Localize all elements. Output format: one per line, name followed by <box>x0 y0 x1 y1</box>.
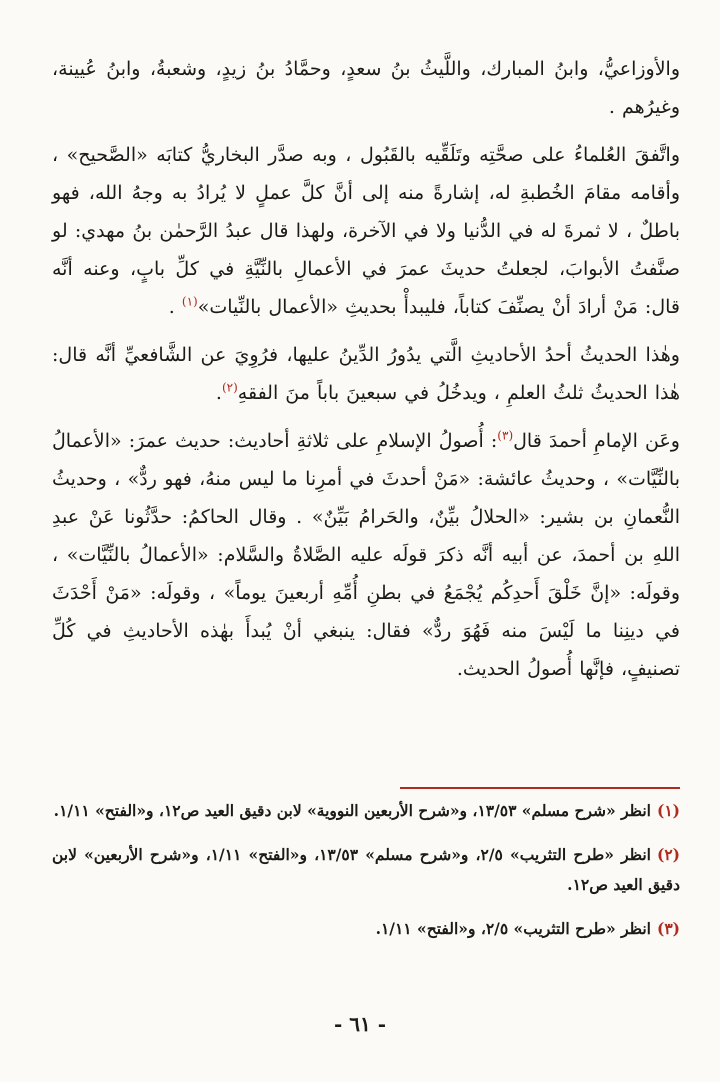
footnote-1-text: انظر «شرح مسلم» ١٣/٥٣، و«شرح الأربعين النووية» لابن دقيق العيد ص١٢، و«الفتح» ١/١١. <box>53 801 651 820</box>
footnote-3-number: (٣) <box>656 919 680 938</box>
paragraph-1-text: والأوزاعيُّ، وابنُ المبارك، واللَّيثُ بنُ سعدٍ، وحمَّادُ بنُ زيدٍ، وشعبةُ، وابنُ عُيينة، وغيرُهم . <box>52 58 680 118</box>
paragraph-2-text: واتَّفقَ العُلماءُ على صحَّتِه وتَلَقِّيه بالقَبُول ، وبه صدَّر البخاريُّ كتابَه «الصَّحيح» ، وأقامه مقامَ الخُطبةِ له، إشارةً منه إلى أنَّ كلَّ عملٍ لا يُرادُ به وجهُ الله، فهو باطلٌ ، لا ثمرةَ له في الدُّنيا ولا في الآخرة، ولهذا قال عبدُ الرَّحمٰن بنُ مهدي: لو صنَّفتُ الأبوابَ، لجعلتُ حديثَ عمرَ في الأعمالِ بالنِّيَّةِ في كلِّ بابٍ، وعنه أنَّه قال: مَنْ أرادَ أنْ يصنِّفَ كتاباً، فليبدأْ بحديثِ «الأعمال بالنِّيات» <box>52 144 680 318</box>
footnotes <box>52 796 680 958</box>
paragraph-2-tail: . <box>168 296 182 318</box>
paragraph-3 <box>52 336 680 412</box>
paragraph-3-tail: . <box>215 382 222 404</box>
paragraph-3-text: وهٰذا الحديثُ أحدُ الأحاديثِ الَّتي يدُورُ الدِّينُ عليها، فرُوِيَ عن الشَّافعيِّ أنَّه قال: هٰذا الحديثُ ثلثُ العلمِ ، ويدخُلُ في سبعينَ باباً منَ الفقهِ <box>52 344 680 404</box>
paragraph-2 <box>52 136 680 326</box>
paragraph-4 <box>52 422 680 688</box>
footnote-1-number: (١) <box>656 801 680 820</box>
paragraph-4-text-b: : أُصولُ الإسلامِ على ثلاثةِ أحاديث: حديث عمرَ: «الأعمالُ بالنِّيَّات» ، وحديثُ عائشة: «مَنْ أحدثَ في أمرِنا ما ليس منهُ، فهو ردٌّ» ، وحديثُ النُّعمانِ بن بشير: «الحلالُ بيِّنٌ، والحَرامُ بَيِّنٌ» . وقال الحاكمُ: حدَّثُونا عَنْ عبدِ اللهِ بن أحمدَ، عن أبيه أنَّه ذكرَ قولَه عليه الصَّلاةُ والسَّلام: «الأعمالُ بالنِّيَّات» ، وقولَه: «إنَّ خَلْقَ أَحدِكُم يُجْمَعُ في بطنِ أُمِّهِ أربعينَ يوماً» ، وقولَه: «مَنْ أَحْدَثَ في دينِنا ما لَيْسَ منه فَهُوَ ردٌّ» فقال: ينبغي أنْ يُبدأَ بهٰذه الأحاديثِ في كُلِّ تصنيفٍ، فإنَّها أُصولُ الحديث. <box>52 430 680 680</box>
footnote-1 <box>52 796 680 826</box>
footnote-2-text: انظر «طرح التثريب» ٢/٥، و«شرح مسلم» ١٣/٥٣، و«الفتح» ١/١١، و«شرح الأربعين» لابن دقيق العيد ص١٢. <box>52 845 680 894</box>
footnote-ref-2[interactable]: (٢) <box>221 380 238 395</box>
footnote-divider <box>400 787 680 789</box>
paragraph-1 <box>52 50 680 126</box>
paragraph-4-text-a: وعَن الإمامِ أحمدَ قال <box>513 430 680 452</box>
footnote-ref-3[interactable]: (٣) <box>497 428 514 443</box>
footnote-2-number: (٢) <box>656 845 680 864</box>
footnote-3-text: انظر «طرح التثريب» ٢/٥، و«الفتح» ١/١١. <box>375 919 651 938</box>
footnote-ref-1[interactable]: (١) <box>181 294 198 309</box>
footnote-2 <box>52 840 680 900</box>
main-text <box>52 50 680 688</box>
footnote-3 <box>52 914 680 944</box>
page-number: - ٦١ - <box>333 1012 386 1036</box>
